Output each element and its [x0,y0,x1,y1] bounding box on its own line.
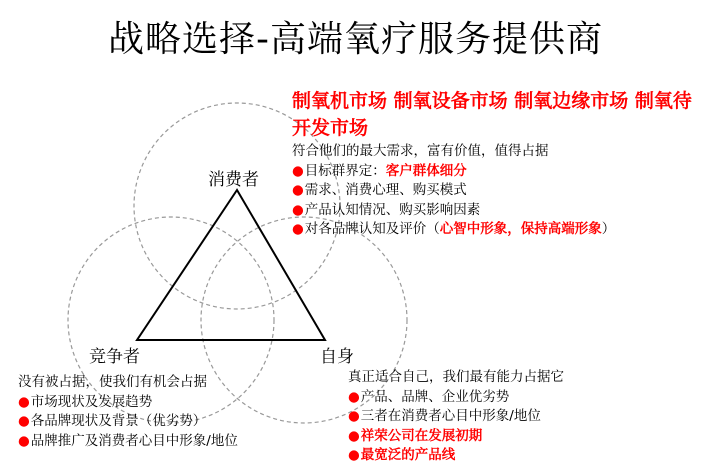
self-bullet-3: 祥荣公司在发展初期 [360,427,483,444]
self-bullet-2: 三者在消费者心目中形象/地位 [360,408,541,424]
list-item [292,201,615,221]
bullet-icon: ● [18,432,30,449]
list-item [292,220,615,240]
self-bullet-4: 最宽泛的产品线 [360,447,456,463]
page-title: 战略选择-高端氧疗服务提供商 [108,19,603,60]
consumer-intro: 符合他们的最大需求，富有价值，值得占据 [292,143,549,159]
competitor-bullet-3: 品牌推广及消费者心目中形象/地位 [30,432,238,449]
consumer-bullet-4-value: 心智中形象，保持高端形象 [439,221,602,237]
consumer-bullet-1-label: 目标群界定： [304,162,386,179]
list-item [348,427,564,447]
competitor-text-block [18,373,238,451]
market-segments-heading: 制氧机市场 制氧设备市场 制氧边缘市场 制氧待开发市场 [292,90,692,139]
list-item [18,393,238,413]
bullet-icon: ● [348,408,360,424]
bullet-icon: ● [18,413,30,429]
bullet-icon: ● [348,427,360,444]
consumer-text-block [292,142,615,240]
bullet-icon: ● [348,388,360,405]
bullet-icon: ● [292,162,304,179]
bullet-icon: ● [292,221,304,237]
list-item [292,181,615,201]
consumer-bullet-2: 需求、消费心理、购买模式 [304,182,467,198]
list-item [348,388,564,408]
self-bullet-1: 产品、品牌、企业优劣势 [360,388,510,405]
consumer-bullet-1-value: 客户群体细分 [385,162,467,179]
self-text-block [348,368,564,466]
bullet-icon: ● [292,201,304,218]
competitor-bullet-2: 各品牌现状及背景（优劣势） [30,413,207,429]
list-item [292,162,615,182]
self-intro: 真正适合自己，我们最有能力占据它 [348,369,564,385]
bullet-icon: ● [348,447,360,463]
list-item [348,407,564,427]
node-label-self: 自身 [320,347,354,367]
node-label-competitor: 竞争者 [89,347,140,367]
consumer-bullet-4-close: ） [601,221,616,237]
competitor-bullet-1: 市场现状及发展趋势 [30,393,153,410]
bullet-icon: ● [18,393,30,410]
list-item [348,446,564,466]
consumer-bullet-4-label: 对各品牌认知及评价（ [304,221,440,237]
list-item [18,412,238,432]
list-item [18,432,238,452]
bullet-icon: ● [292,182,304,198]
competitor-intro: 没有被占据，使我们有机会占据 [18,374,207,390]
consumer-bullet-3: 产品认知情况、购买影响因素 [304,201,481,218]
node-label-consumer: 消费者 [208,170,259,190]
